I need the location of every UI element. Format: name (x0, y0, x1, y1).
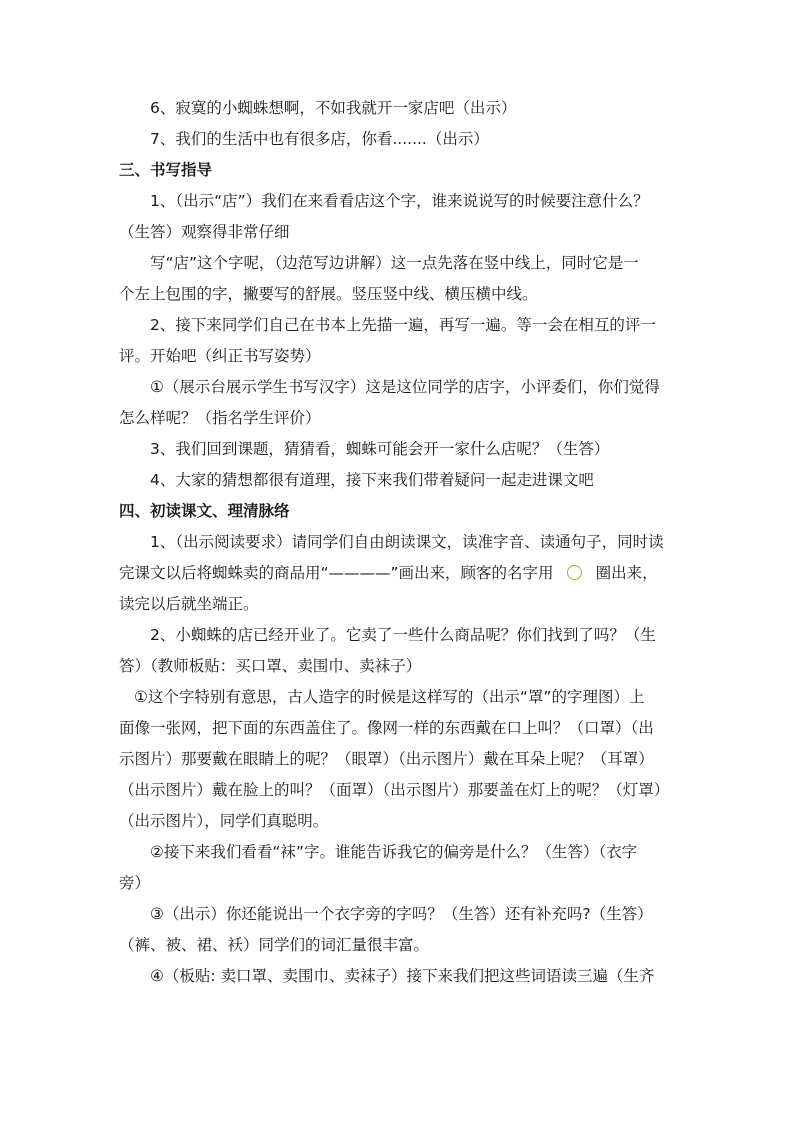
paragraph-line: 1、（出示阅读要求）请同学们自由朗读课文，读准字音、读通句子，同时读 (150, 533, 664, 551)
paragraph-line: 4、大家的猜想都很有道理，接下来我们带着疑问一起走进课文吧 (150, 471, 594, 489)
section-heading: 四、初读课文、理清脉络 (119, 502, 290, 520)
paragraph-text: 完课文以后将蜘蛛卖的商品用“————”画出来，顾客的名字用 (119, 564, 554, 582)
paragraph-text: 圈出来， (595, 564, 658, 582)
paragraph-line: ④（板贴: 卖口罩、卖围巾、卖袜子）接下来我们把这些词语读三遍（生齐 (150, 967, 655, 985)
green-circle-icon (567, 565, 582, 580)
paragraph-line: 6、寂寞的小蜘蛛想啊，不如我就开一家店吧（出示） (150, 99, 517, 117)
paragraph-line: 2、接下来同学们自己在书本上先描一遍，再写一遍。等一会在相互的评一 (150, 316, 656, 334)
paragraph-line: ③（出示）你还能说出一个衣字旁的字吗？（生答）还有补充吗?（生答） (150, 905, 653, 923)
paragraph-line: ①这个字特别有意思，古人造字的时候是这样写的（出示“罩”的字理图）上 (134, 688, 645, 706)
paragraph-line: 评。开始吧（纠正书写姿势） (119, 347, 321, 365)
paragraph-line: 3、我们回到课题，猜猜看，蜘蛛可能会开一家什么店呢？（生答） (150, 440, 610, 458)
paragraph-line: 读完以后就坐端正。 (119, 595, 259, 613)
paragraph-line: ②接下来我们看看“袜”字。谁能告诉我它的偏旁是什么？（生答）（衣字 (150, 843, 638, 861)
paragraph-line: 答）（教师板贴：买口罩、卖围巾、卖袜子） (119, 657, 422, 675)
paragraph-line: 示图片）那要戴在眼睛上的呢？（眼罩）（出示图片）戴在耳朵上呢？（耳罩） (119, 750, 654, 768)
paragraph-line: 面像一张网，把下面的东西盖住了。像网一样的东西戴在口上叫？（口罩）（出 (119, 719, 654, 737)
section-heading: 三、书写指导 (119, 161, 213, 179)
paragraph-line: 个左上包围的字，撇要写的舒展。竖压竖中线、横压横中线。 (119, 285, 538, 303)
paragraph-line: （裤、被、裙、袄）同学们的词汇量很丰富。 (119, 936, 430, 954)
paragraph-line: 2、小蜘蛛的店已经开业了。它卖了一些什么商品呢？你们找到了吗？（生 (150, 626, 656, 644)
paragraph-line: （生答）观察得非常仔细 (119, 223, 290, 241)
paragraph-line: （出示图片），同学们真聪明。 (119, 812, 329, 830)
paragraph-line: 写“店”这个字呢，（边范写边讲解）这一点先落在竖中线上，同时它是一 (150, 254, 639, 272)
paragraph-line: 怎么样呢？（指名学生评价） (119, 409, 321, 427)
paragraph-line: 1、（出示“店”）我们在来看看店这个字，谁来说说写的时候要注意什么？ (150, 192, 649, 210)
paragraph-line: （出示图片）戴在脸上的叫？（面罩）（出示图片）那要盖在灯上的呢？（灯罩） (119, 781, 670, 799)
paragraph-line: ①（展示台展示学生书写汉字）这是这位同学的店字，小评委们，你们觉得 (150, 378, 660, 396)
paragraph-line: 7、我们的生活中也有很多店，你看.......（出示） (150, 130, 489, 148)
paragraph-line: 旁） (119, 874, 151, 892)
paragraph-line (119, 558, 679, 589)
document-page (119, 93, 679, 992)
